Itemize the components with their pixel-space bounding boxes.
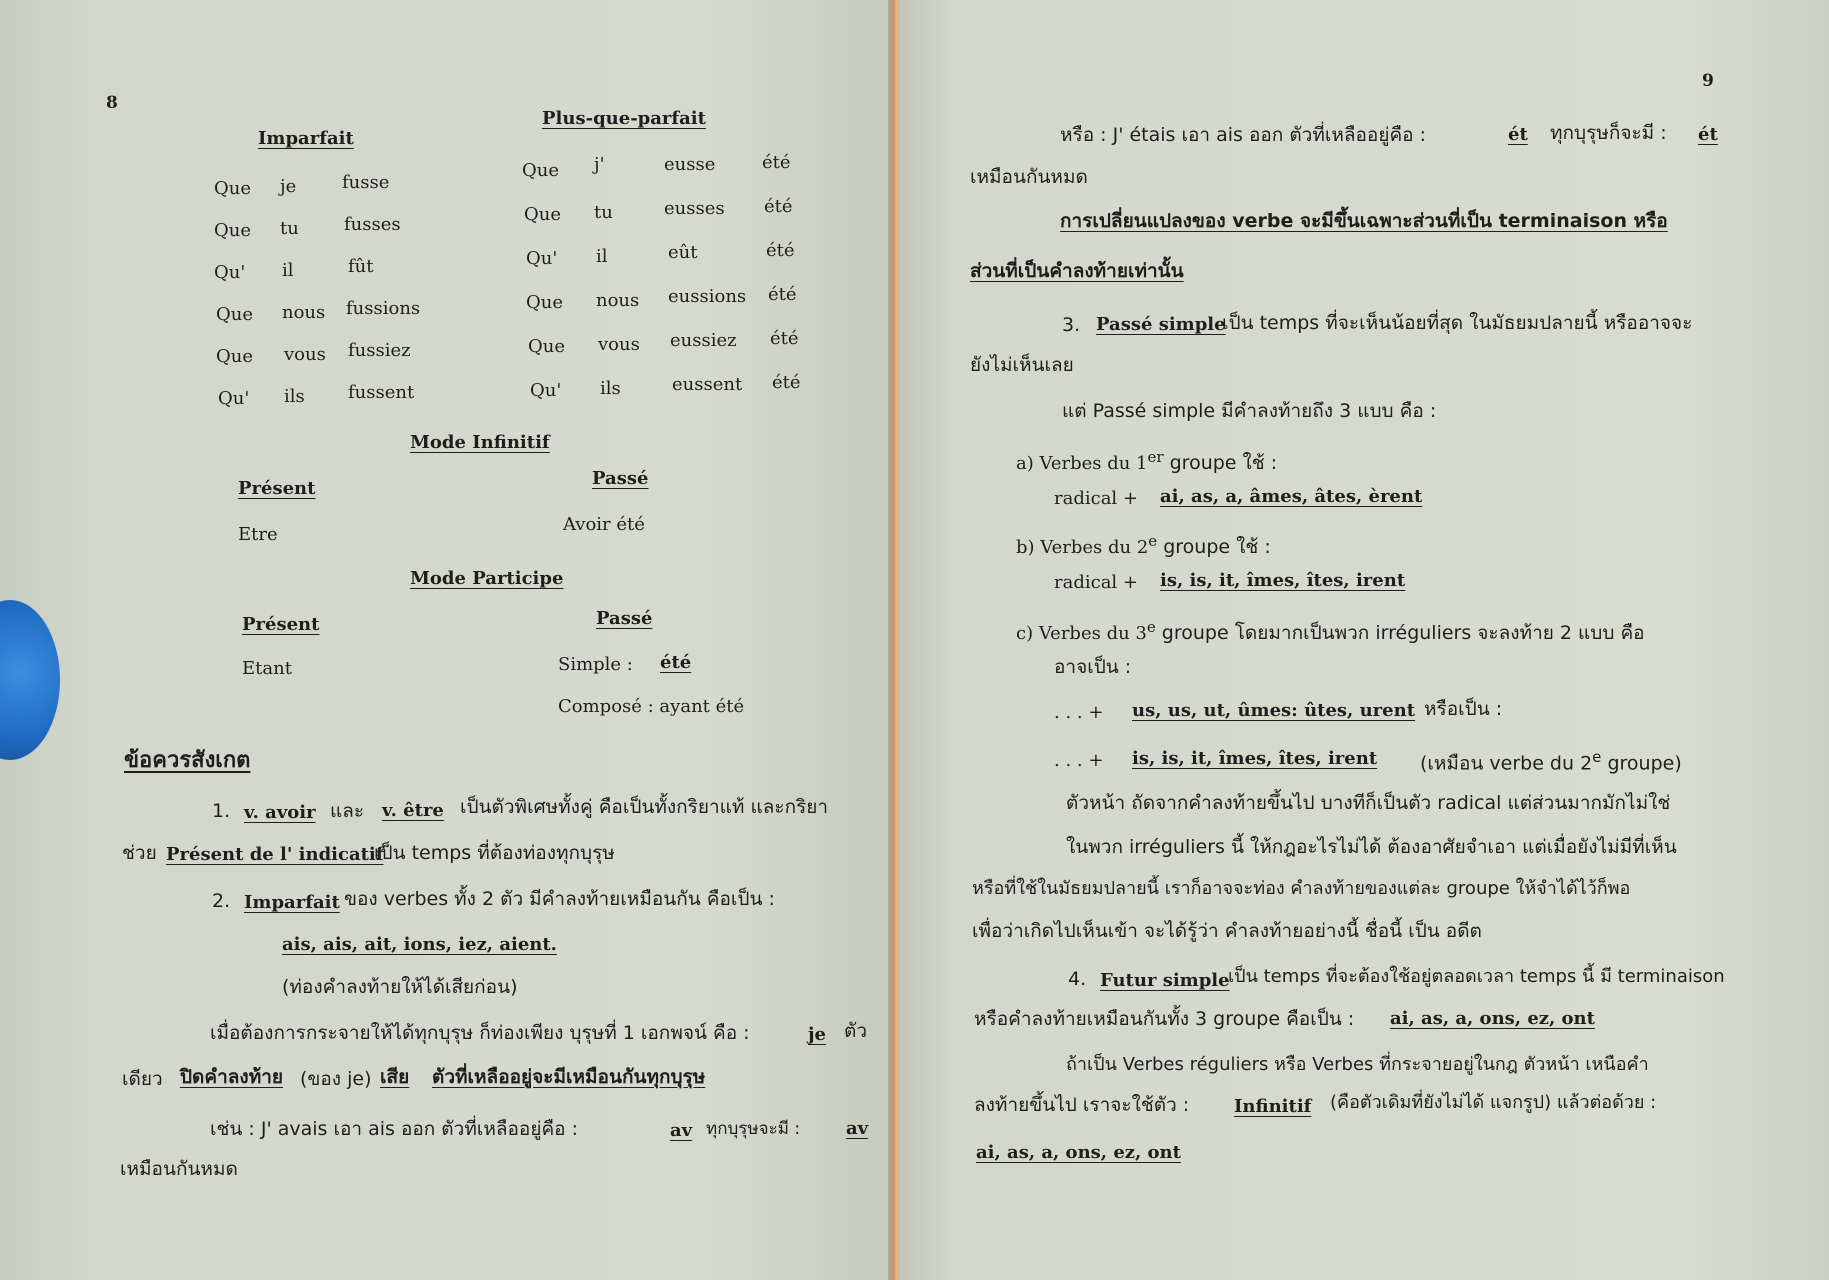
term-je: je (808, 1024, 826, 1045)
left-page (0, 0, 890, 1280)
table-cell: Que (214, 178, 252, 199)
endings-group-1: ai, as, a, âmes, âtes, èrent (1160, 486, 1423, 507)
table-cell: Qu' (530, 380, 562, 401)
note-text: เป็น temps ที่ต้องท่องทุกบุรุษ (374, 842, 615, 864)
table-cell: Que (216, 346, 254, 367)
endings-group-2: is, is, it, îmes, îtes, irent (1160, 570, 1406, 591)
endings-futur: ai, as, a, ons, ez, ont (1390, 1008, 1595, 1029)
part-simple-label: Simple : (558, 654, 633, 675)
ellipsis-plus: . . . + (1054, 750, 1104, 771)
part-present-label: Présent (242, 614, 320, 635)
table-cell: Que (528, 336, 566, 357)
table-cell: nous (596, 290, 640, 311)
endings-infinitif: ai, as, a, ons, ez, ont (976, 1142, 1181, 1163)
term-et: ét (1698, 124, 1718, 145)
blue-cloth-object (0, 600, 60, 760)
para-text: ลงท้ายขึ้นไป เราจะใช้ตัว : (974, 1094, 1190, 1116)
table-cell: tu (594, 202, 613, 223)
para-text: เช่น : J' avais เอา ais ออก ตัวที่เหลืออยู่คือ : (210, 1118, 579, 1140)
endings-group-3b: is, is, it, îmes, îtes, irent (1132, 748, 1378, 769)
term-present-indicatif: Présent de l' indicatif (166, 844, 384, 865)
key-statement: การเปลี่ยนแปลงของ verbe จะมีขึ้นเฉพาะส่วนที่เป็น terminaison หรือ (1060, 210, 1668, 232)
table-cell: nous (282, 302, 326, 323)
table-cell: Qu' (526, 248, 558, 269)
para-text: เมื่อต้องการกระจายให้ได้ทุกบุรุษ ก็ท่องเพียง บุรุษที่ 1 เอกพจน์ คือ : (210, 1022, 750, 1044)
para-text: (ของ je) (300, 1068, 372, 1090)
page-number-right: 9 (1702, 71, 1714, 91)
right-page (900, 0, 1829, 1280)
para-text: หรือ : J' étais เอา ais ออก ตัวที่เหลืออยู่คือ : (1060, 124, 1427, 146)
para-text: ในพวก irréguliers นี้ ให้กฎอะไรไม่ได้ ต้องอาศัยจำเอา แต่เมื่อยังไม่มีที่เห็น (1066, 836, 1677, 858)
table-cell: eussions (668, 286, 747, 307)
inf-passe-label: Passé (592, 468, 649, 489)
endings-group-3a: us, us, ut, ûmes: ûtes, urent (1132, 700, 1416, 721)
para-text: ตัว (844, 1020, 868, 1042)
part-passe-label: Passé (596, 608, 653, 629)
para-text: เป็น temps ที่จะต้องใช้อยู่ตลอดเวลา temps นี้ มี terminaison (1228, 966, 1725, 987)
page-number-left: 8 (106, 93, 118, 113)
table-cell: j' (594, 154, 605, 175)
table-cell: vous (284, 344, 326, 365)
table-cell: été (766, 240, 795, 261)
pqp-title: Plus-que-parfait (542, 108, 706, 129)
table-cell: tu (280, 218, 299, 239)
table-cell: eussiez (670, 330, 737, 351)
para-emphasis: เสีย (380, 1066, 410, 1088)
table-cell: fussent (348, 382, 415, 403)
table-cell: Que (526, 292, 564, 313)
radical-plus: radical + (1054, 572, 1138, 593)
table-cell: eusses (664, 198, 725, 219)
note-number: 1. (212, 800, 231, 822)
table-cell: eusse (664, 154, 716, 175)
table-cell: Que (216, 304, 254, 325)
table-cell: été (772, 372, 801, 393)
part-present-value: Etant (242, 658, 292, 679)
para-emphasis: ตัวที่เหลืออยู่จะมีเหมือนกันทุกบุรุษ (432, 1066, 706, 1088)
para-text: หรือคำลงท้ายเหมือนกันทั้ง 3 groupe คือเป็น : (974, 1008, 1355, 1030)
term-infinitif: Infinitif (1234, 1096, 1312, 1117)
table-cell: je (280, 176, 297, 197)
table-cell: Qu' (214, 262, 246, 283)
mode-participe-heading: Mode Participe (410, 568, 564, 589)
radical-plus: radical + (1054, 488, 1138, 509)
note-hint: (ท่องคำลงท้ายให้ได้เสียก่อน) (282, 976, 518, 998)
table-cell: fût (348, 256, 374, 277)
table-cell: été (764, 196, 793, 217)
note-text: และ (330, 800, 365, 822)
term-passe-simple: Passé simple (1096, 314, 1226, 335)
note-number: 2. (212, 890, 231, 912)
term-v-etre: v. être (382, 800, 444, 821)
para-emphasis: ปิดคำลงท้าย (180, 1066, 284, 1088)
mode-infinitif-heading: Mode Infinitif (410, 432, 550, 453)
table-cell: été (770, 328, 799, 349)
para-text: เหมือนกันหมด (120, 1158, 238, 1180)
para-text: ถ้าเป็น Verbes réguliers หรือ Verbes ที่กระจายอยู่ในกฎ ตัวหน้า เหนือคำ (1066, 1054, 1649, 1075)
group-label: c) Verbes du 3e groupe โดยมากเป็นพวก irréguliers จะลงท้าย 2 แบบ คือ (1016, 618, 1645, 644)
note-text: เป็นตัวพิเศษทั้งคู่ คือเป็นทั้งกริยาแท้ และกริยา (460, 796, 829, 818)
table-cell: il (282, 260, 294, 281)
term-v-avoir: v. avoir (244, 802, 316, 823)
para-text: เดียว (122, 1068, 163, 1090)
table-cell: fusses (344, 214, 401, 235)
table-cell: ils (600, 378, 621, 399)
table-cell: été (768, 284, 797, 305)
table-cell: Qu' (218, 388, 250, 409)
table-cell: il (596, 246, 608, 267)
note-text: ของ verbes ทั้ง 2 ตัว มีคำลงท้ายเหมือนกัน คือเป็น : (344, 888, 775, 910)
para-text: เหมือนกันหมด (970, 166, 1088, 188)
para-text: หรือเป็น : (1424, 698, 1503, 720)
table-cell: Que (522, 160, 560, 181)
table-cell: eussent (672, 374, 743, 395)
table-cell: fussions (346, 298, 421, 319)
term-av: av (846, 1118, 869, 1139)
note-number: 3. (1062, 314, 1081, 336)
para-text: หรือที่ใช้ในมัธยมปลายนี้ เราก็อาจจะท่อง คำลงท้ายของแต่ละ groupe ให้จำได้ไว้ก็พอ (972, 878, 1631, 899)
group-label: b) Verbes du 2e groupe ใช้ : (1016, 532, 1271, 558)
table-cell: Que (524, 204, 562, 225)
key-statement: ส่วนที่เป็นคำลงท้ายเท่านั้น (970, 260, 1184, 282)
table-cell: Que (214, 220, 252, 241)
para-text: (เหมือน verbe du 2e groupe) (1420, 748, 1682, 775)
inf-present-label: Présent (238, 478, 316, 499)
para-text: ยังไม่เห็นเลย (970, 354, 1074, 376)
term-et: ét (1508, 124, 1528, 145)
ellipsis-plus: . . . + (1054, 702, 1104, 723)
para-text: (คือตัวเดิมที่ยังไม่ได้ แจกรูป) แล้วต่อด้วย : (1330, 1092, 1657, 1113)
para-text: เพื่อว่าเกิดไปเห็นเข้า จะได้รู้ว่า คำลงท้ายอย่างนี้ ชื่อนี้ เป็น อดีต (972, 920, 1482, 942)
note-number: 4. (1068, 968, 1087, 990)
part-compose: Composé : ayant été (558, 696, 745, 717)
notes-heading: ข้อควรสังเกต (124, 748, 251, 773)
group-label: a) Verbes du 1er groupe ใช้ : (1016, 448, 1278, 474)
table-cell: vous (598, 334, 640, 355)
table-cell: fusse (342, 172, 390, 193)
para-text: เป็น temps ที่จะเห็นน้อยที่สุด ในมัธยมปลายนี้ หรืออาจจะ (1222, 312, 1693, 334)
imparfait-title: Imparfait (258, 128, 354, 149)
part-simple-value: été (660, 652, 692, 673)
para-text: อาจเป็น : (1054, 656, 1132, 678)
inf-passe-value: Avoir été (563, 514, 645, 535)
table-cell: été (762, 152, 791, 173)
para-text: ทุกบุรุษจะมี : (706, 1119, 801, 1139)
para-text: แต่ Passé simple มีคำลงท้ายถึง 3 แบบ คือ : (1062, 400, 1437, 422)
para-text: ทุกบุรุษก็จะมี : (1550, 122, 1667, 144)
table-cell: eût (668, 242, 698, 263)
inf-present-value: Etre (238, 524, 278, 545)
note-text: ช่วย (122, 842, 157, 864)
term-av: av (670, 1120, 693, 1141)
table-cell: ils (284, 386, 305, 407)
table-cell: fussiez (348, 340, 411, 361)
para-text: ตัวหน้า ถัดจากคำลงท้ายขึ้นไป บางทีก็เป็นตัว radical แต่ส่วนมากมักไม่ใช่ (1066, 792, 1671, 814)
imparfait-endings: ais, ais, ait, ions, iez, aient. (282, 934, 557, 955)
term-futur-simple: Futur simple (1100, 970, 1230, 991)
term-imparfait: Imparfait (244, 892, 340, 913)
